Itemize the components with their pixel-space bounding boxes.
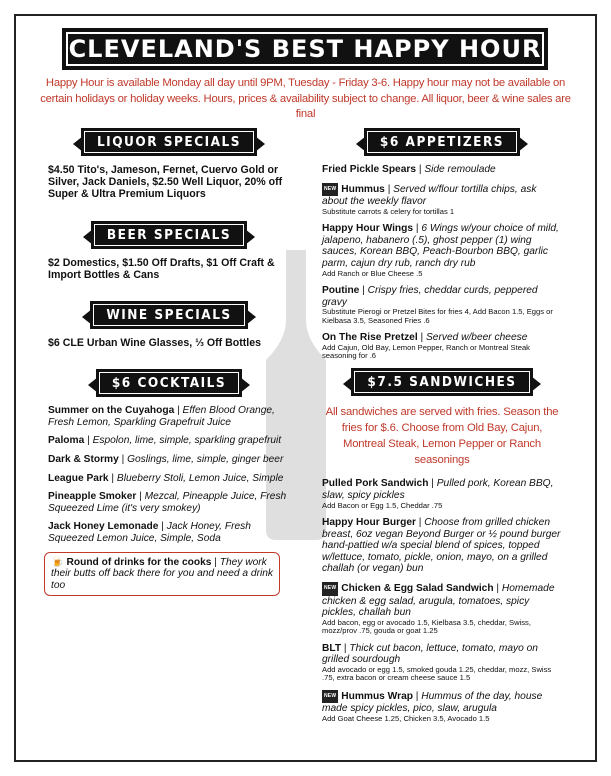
menu-item: Dark & Stormy | Goslings, lime, simple, ginger beer	[48, 454, 284, 465]
menu-item-name: Pulled Pork Sandwich	[322, 478, 429, 490]
menu-item-addon: Substitute carrots & celery for tortillas 1	[322, 206, 455, 216]
menu-item: Poutine | Crispy fries, cheddar curds, peppered gravy Substitute Pierogi or Pretzel Bites for fries 4, Add Bacon 1.5, Eggs or Kielbasa 3.5, Seasoned Fries .6	[322, 285, 562, 325]
menu-item: Paloma | Espolon, lime, simple, sparkling grapefruit	[48, 435, 282, 447]
sandwiches-heading: $7.5 SANDWICHES	[351, 368, 532, 396]
menu-item-name: On The Rise Pretzel	[322, 331, 418, 343]
menu-item-desc: Thick cut bacon, lettuce, tomato, mayo on grilled sourdough	[322, 642, 538, 666]
menu-item: NEW Hummus Wrap | Hummus of the day, house made spicy pickles, pico, slaw, arugula Add Goat Cheese 1.25, Chicken 3.5, Avocado 1.5	[322, 690, 562, 724]
menu-item-addon: Add Bacon or Egg 1.5, Cheddar .75	[322, 500, 443, 510]
menu-item-name: Happy Hour Burger	[322, 516, 416, 528]
beer-specials-text: $2 Domestics, $1.50 Off Drafts, $1 Off Craft & Import Bottles & Cans	[48, 256, 275, 281]
menu-item-desc: Hummus of the day, house made spicy pickles, pico, slaw, arugula	[322, 690, 543, 715]
menu-item-desc: Effen Blood Orange, Fresh Lemon, Sparkling Grapefruit Juice	[48, 405, 275, 428]
new-badge: NEW	[322, 183, 338, 197]
menu-item-name: Jack Honey Lemonade	[48, 521, 159, 533]
menu-item-desc: Mezcal, Pineapple Juice, Fresh Squeezed Lime (it's very smokey)	[48, 491, 287, 514]
liquor-specials-heading: LIQUOR SPECIALS	[81, 128, 257, 156]
happy-hour-notice: Happy Hour is available Monday all day until 9PM, Tuesday - Friday 3-6. Happy hour may not be available on certain holidays or holiday weeks. Hours, prices & availability subject to change. All liquor, beer & wine sales are final	[40, 77, 571, 120]
menu-item-addon: Add Cajun, Old Bay, Lemon Pepper, Ranch or Montreal Steak seasoning for .6	[322, 342, 530, 360]
menu-item-name: Paloma	[48, 435, 85, 447]
page-title: CLEVELAND'S BEST HAPPY HOUR	[68, 35, 542, 63]
menu-item: Happy Hour Wings | 6 Wings w/your choice of mild, jalapeno, habanero (.5), ghost pepper (1) wing sauces, Korean BBQ, Peach-Bourbon BBQ, garlic parm, cajun dry rub, ranch dry rub Add Ranch or Blue Cheese .5	[322, 223, 562, 278]
new-badge: NEW	[322, 582, 338, 596]
cooks-drinks-name: Round of drinks for the cooks	[66, 556, 212, 568]
menu-item-name: Fried Pickle Spears	[322, 164, 417, 175]
menu-item-name: Hummus	[341, 183, 385, 195]
appetizer-list	[322, 164, 562, 360]
menu-item-addon: Add bacon, egg or avocado 1.5, Kielbasa 3.5, cheddar, Swiss, mozz/prov .75, gouda or goat 1.25	[322, 617, 531, 636]
menu-item-addon: Add Ranch or Blue Cheese .5	[322, 268, 423, 278]
cocktails-heading: $6 COCKTAILS	[96, 369, 242, 397]
menu-item-desc: Espolon, lime, simple, sparkling grapefruit	[92, 435, 282, 447]
menu-item: Summer on the Cuyahoga | Effen Blood Orange, Fresh Lemon, Sparkling Grapefruit Juice	[48, 405, 275, 428]
cocktail-list	[48, 405, 290, 544]
menu-item: Fried Pickle Spears | Side remoulade	[322, 164, 496, 175]
right-column	[322, 124, 562, 730]
menu-item-desc: Homemade chicken & egg salad, arugula, tomatoes, spicy pickles, challah bun	[322, 582, 555, 619]
appetizers-heading: $6 APPETIZERS	[364, 128, 520, 156]
new-badge: NEW	[322, 690, 338, 704]
menu-item-name: Poutine	[322, 284, 360, 296]
menu-item: Pulled Pork Sandwich | Pulled pork, Korean BBQ, slaw, spicy pickles Add Bacon or Egg 1.5, Cheddar .75	[322, 478, 562, 510]
beer-specials-heading: BEER SPECIALS	[91, 221, 247, 249]
liquor-specials-text: $4.50 Tito's, Jameson, Fernet, Cuervo Gold or Silver, Jack Daniels, $2.50 Well Liquor, 20% off Super & Ultra Premium Liquors	[48, 164, 283, 201]
beer-mug-icon: 🍺	[51, 556, 64, 568]
left-column	[48, 124, 290, 596]
menu-item-name: Summer on the Cuyahoga	[48, 405, 175, 417]
menu-item-name: Happy Hour Wings	[322, 223, 414, 235]
menu-item-desc: Choose from grilled chicken breast, 6oz vegan Beyond Burger or ½ pound burger hand-pattied w/a special blend of spices, topped w/lettuce, tomato, pickle, onion, mayo, on a grilled challah (or vegan) bun	[322, 516, 561, 575]
menu-item-name: Dark & Stormy	[48, 454, 119, 465]
menu-item-name: Pineapple Smoker	[48, 491, 137, 503]
cooks-drinks-desc: They work their butts off back there for you and need a drink too	[51, 556, 273, 591]
menu-item-name: Chicken & Egg Salad Sandwich	[341, 582, 494, 594]
menu-item-desc: Served w/flour tortilla chips, ask about the weekly flavor	[322, 183, 537, 208]
menu-item-name: Hummus Wrap	[341, 690, 413, 702]
menu-item-addon: Add avocado or egg 1.5, smoked gouda 1.25, cheddar, mozz, Swiss .75, extra bacon or cream cheese sauce 1.5	[322, 664, 552, 683]
wine-specials-text: $6 CLE Urban Wine Glasses, ⅓ Off Bottles	[48, 337, 262, 350]
menu-item-desc: Blueberry Stoli, Lemon Juice, Simple	[116, 472, 284, 484]
menu-item-desc: Side remoulade	[424, 164, 496, 175]
menu-item-desc: Goslings, lime, simple, ginger beer	[127, 454, 284, 465]
menu-item-desc: Crispy fries, cheddar curds, peppered gravy	[322, 284, 538, 308]
sandwiches-note: All sandwiches are served with fries. Season the fries for $.6. Choose from Old Bay, Cajun, Montreal Steak, Lemon Pepper or Ranch seasonings	[325, 406, 559, 467]
title-banner	[62, 28, 548, 70]
menu-item-desc: 6 Wings w/your choice of mild, jalapeno, habanero (.5), ghost pepper (1) wing sauces, Korean BBQ, Peach-Bourbon BBQ, garlic parm, cajun dry rub, ranch dry rub	[322, 223, 559, 269]
menu-item-desc: Served w/beer cheese	[426, 331, 528, 343]
menu-item: League Park | Blueberry Stoli, Lemon Juice, Simple	[48, 472, 284, 484]
menu-item-desc: Jack Honey, Fresh Squeezed Lemon Juice, Simple, Soda	[48, 521, 251, 544]
menu-item: Happy Hour Burger | Choose from grilled chicken breast, 6oz vegan Beyond Burger or ½ pound burger hand-pattied w/a special blend of spices, topped w/lettuce, tomato, pickle, onion, mayo, on a grilled challah (or vegan) bun	[322, 516, 561, 575]
menu-item: NEW Chicken & Egg Salad Sandwich | Homemade chicken & egg salad, arugula, tomatoes, spicy pickles, challah bun Add bacon, egg or avocado 1.5, Kielbasa 3.5, cheddar, Swiss, mozz/prov .75, gouda or goat 1.25	[322, 582, 562, 636]
menu-item: Pineapple Smoker | Mezcal, Pineapple Juice, Fresh Squeezed Lime (it's very smokey)	[48, 491, 287, 514]
menu-item-addon: Add Goat Cheese 1.25, Chicken 3.5, Avocado 1.5	[322, 713, 490, 723]
menu-item: NEW Hummus | Served w/flour tortilla chips, ask about the weekly flavor Substitute carrots & celery for tortillas 1	[322, 183, 562, 217]
menu-item: On The Rise Pretzel | Served w/beer cheese Add Cajun, Old Bay, Lemon Pepper, Ranch or Montreal Steak seasoning for .6	[322, 332, 562, 360]
menu-item-desc: Pulled pork, Korean BBQ, slaw, spicy pickles	[322, 478, 554, 501]
menu-item: BLT | Thick cut bacon, lettuce, tomato, mayo on grilled sourdough Add avocado or egg 1.5, smoked gouda 1.25, cheddar, mozz, Swiss .75, extra bacon or cream cheese sauce 1.5	[322, 643, 562, 683]
sandwich-list	[322, 478, 562, 723]
menu-item-addon: Substitute Pierogi or Pretzel Bites for fries 4, Add Bacon 1.5, Eggs or Kielbasa 3.5, Seasoned Fries .6	[322, 307, 553, 325]
menu-item: Jack Honey Lemonade | Jack Honey, Fresh Squeezed Lemon Juice, Simple, Soda	[48, 521, 251, 544]
wine-specials-heading: WINE SPECIALS	[90, 301, 247, 329]
menu-item-name: BLT	[322, 642, 342, 654]
cooks-drinks-box: 🍺 Round of drinks for the cooks | They work their butts off back there for you and need a drink too	[44, 552, 280, 597]
menu-item-name: League Park	[48, 472, 109, 484]
